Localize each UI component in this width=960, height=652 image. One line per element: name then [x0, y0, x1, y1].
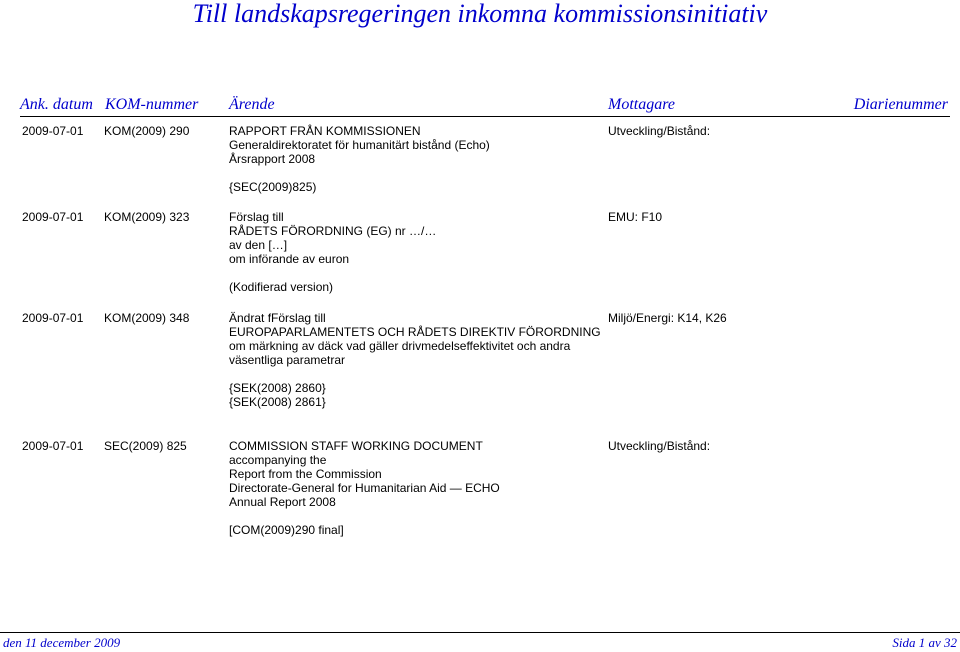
row-recipient: EMU: F10	[608, 210, 663, 224]
subject-line: väsentliga parametrar	[229, 353, 346, 367]
row-date: 2009-07-01	[22, 311, 84, 325]
row-subject	[229, 439, 500, 537]
subject-line: om märkning av däck vad gäller drivmedelseffektivitet och andra	[229, 339, 571, 353]
subject-line: av den […]	[229, 238, 288, 252]
subject-line	[229, 367, 601, 381]
row-subject	[229, 311, 601, 409]
subject-line: RÅDETS FÖRORDNING (EG) nr …/…	[229, 224, 437, 238]
header-kom-number: KOM-nummer	[105, 96, 199, 113]
row-date: 2009-07-01	[22, 439, 84, 453]
footer-page-number: Sida 1 av 32	[892, 635, 957, 650]
subject-line: Förslag till	[229, 210, 284, 224]
row-kom-number: SEC(2009) 825	[104, 439, 187, 453]
row-date: 2009-07-01	[22, 124, 84, 138]
row-recipient: Miljö/Energi: K14, K26	[608, 311, 727, 325]
subject-line: (Kodifierad version)	[229, 280, 334, 294]
row-kom-number: KOM(2009) 290	[104, 124, 190, 138]
subject-line: RAPPORT FRÅN KOMMISSIONEN	[229, 124, 421, 138]
subject-line: om införande av euron	[229, 252, 350, 266]
page-title: Till landskapsregeringen inkomna kommissionsinitiativ	[192, 0, 768, 28]
subject-line: Generaldirektoratet för humanitärt bistånd (Echo)	[229, 138, 490, 152]
subject-line	[229, 509, 500, 523]
subject-line	[229, 166, 490, 180]
row-recipient: Utveckling/Bistånd:	[608, 124, 711, 138]
subject-line: {SEC(2009)825)	[229, 180, 317, 194]
header-subject: Ärende	[229, 96, 275, 113]
footer-divider	[0, 632, 960, 633]
subject-line: {SEK(2008) 2860}	[229, 381, 326, 395]
subject-line: {SEK(2008) 2861}	[229, 395, 326, 409]
row-recipient: Utveckling/Bistånd:	[608, 439, 711, 453]
subject-line	[229, 266, 436, 280]
subject-line: Årsrapport 2008	[229, 152, 316, 166]
subject-line: Ändrat fFörslag till	[229, 311, 326, 325]
row-kom-number: KOM(2009) 348	[104, 311, 190, 325]
subject-line: Annual Report 2008	[229, 495, 336, 509]
subject-line: [COM(2009)290 final]	[229, 523, 344, 537]
subject-line: Directorate-General for Humanitarian Aid — ECHO	[229, 481, 500, 495]
row-kom-number: KOM(2009) 323	[104, 210, 190, 224]
header-divider	[20, 116, 950, 117]
header-recipient: Mottagare	[608, 96, 675, 113]
row-subject	[229, 124, 490, 194]
subject-line: Report from the Commission	[229, 467, 382, 481]
subject-line: EUROPAPARLAMENTETS OCH RÅDETS DIREKTIV FÖRORDNING	[229, 325, 601, 339]
footer-date: den 11 december 2009	[3, 635, 121, 650]
header-date: Ank. datum	[20, 96, 93, 113]
header-diary-number: Diarienummer	[853, 96, 948, 113]
row-date: 2009-07-01	[22, 210, 84, 224]
subject-line: COMMISSION STAFF WORKING DOCUMENT	[229, 439, 483, 453]
subject-line: accompanying the	[229, 453, 327, 467]
row-subject	[229, 210, 436, 294]
